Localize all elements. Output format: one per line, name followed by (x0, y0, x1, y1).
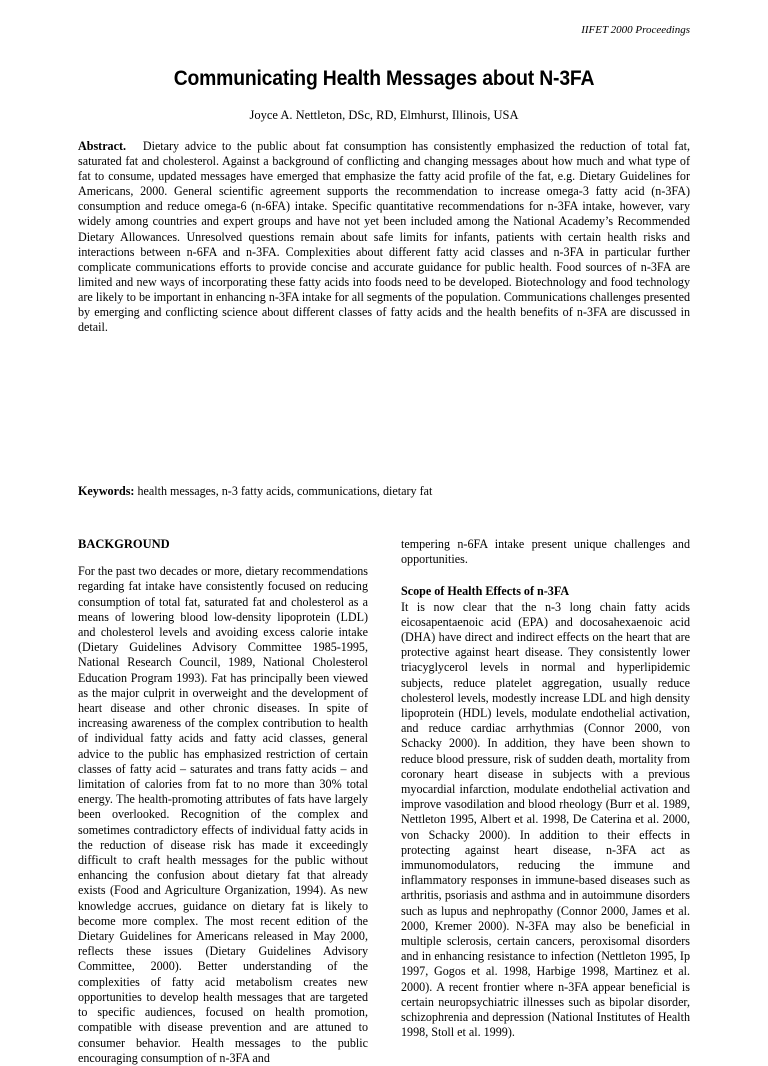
author-line: Joyce A. Nettleton, DSc, RD, Elmhurst, Illinois, USA (249, 108, 519, 122)
abstract-label: Abstract. (78, 139, 127, 153)
right-column (401, 537, 690, 1041)
background-continuation: tempering n-6FA intake present unique challenges and opportunities. (401, 537, 690, 567)
paper-title: Communicating Health Messages about N-3FA (173, 66, 595, 90)
keywords-label: Keywords: (78, 484, 135, 498)
abstract (78, 139, 690, 335)
left-column (78, 537, 368, 1066)
keywords (78, 484, 690, 499)
keywords-text: health messages, n-3 fatty acids, communications, dietary fat (137, 484, 433, 498)
running-head: IIFET 2000 Proceedings (581, 24, 690, 36)
background-paragraph: For the past two decades or more, dietary recommendations regarding fat intake have consistently focused on reducing consumption of total fat, saturated fat and cholesterol as a means of lowering blood low-density lipoprotein (LDL) and cholesterol levels and avoiding excess calorie intake (Dietary Guidelines Advisory Committee 1985-1995, National Research Council, 1989, National Cholesterol Education Program 1993). Fat has principally been viewed as the major culprit in overweight and the development of heart disease and other chronic diseases. In spite of increasing awareness of the complex contribution to health of individual fatty acids and fatty acid classes, general advice to the public has emphasized restriction of certain classes of fatty acid – saturates and trans fatty acids – and limitation of calories from fat to no more than 30% total energy. The health-promoting attributes of fats have largely been overlooked. Recognition of the complex and sometimes contradictory effects of individual fatty acids in the reduction of disease risk has made it exceedingly difficult to craft health messages for the public without enhancing the confusion about dietary fat that already exists (Food and Agriculture Organization, 1994). As new knowledge accrues, guidance on dietary fat is likely to become more complex. The most recent edition of the Dietary Guidelines for Americans released in May 2000, reflects these issues (Dietary Guidelines Advisory Committee, 2000). Better understanding of the complexities of fatty acid metabolism creates new opportunities to develop health messages that are targeted to specific audiences, focused on health promotion, compatible with disease prevention and are attuned to consumer behavior. Health messages to the public encouraging consumption of n-3FA and (78, 564, 368, 1065)
abstract-text: Dietary advice to the public about fat consumption has consistently emphasized the reduction of total fat, saturated fat and cholesterol. Against a background of conflicting and changing messages about how much and what type of fat to consume, updated messages have emerged that emphasize the fatty acid profile of the fat, e.g. Dietary Guidelines for Americans, 2000. General scientific agreement supports the recommendation to increase omega-3 fatty acid (n-3FA) consumption and reduce omega-6 (n-6FA) intake. Specific quantitative recommendations for n-3FA intake, however, vary widely among countries and expert groups and have not yet been included among the National Academy’s Recommended Dietary Allowances. Unresolved questions remain about safe limits for infants, patients with certain health risks and interactions between n-6FA and n-3FA. Complexities about different fatty acid classes and n-3FA in particular further complicate communications efforts to provide concise and accurate guidance for public health. Food sources of n-3FA are limited and new ways of incorporating these fatty acids into foods need to be developed. Biotechnology and food technology are likely to be important in enhancing n-3FA intake for all segments of the population. Communications challenges presented by emerging and conflicting science about different classes of fatty acids and the health benefits of n-3FA are discussed in detail. (78, 139, 690, 335)
section-heading-background: BACKGROUND (78, 537, 170, 551)
section-heading-scope: Scope of Health Effects of n-3FA (401, 584, 570, 599)
scope-paragraph: It is now clear that the n-3 long chain fatty acids eicosapentaenoic acid (EPA) and docosahexaenoic acid (DHA) have direct and indirect effects on the heart that are protective against heart disease. They consistently lower triacyglycerol levels in normal and hyperlipidemic subjects, reduce platelet aggregation, usually reduce cholesterol levels, modestly increase LDL and high density lipoprotein (HDL) levels, modulate endothelial activation, and reduce cardiac arrhythmias (Connor 2000, von Schacky 2000). In addition, they have been shown to reduce blood pressure, risk of sudden death, mortality from coronary heart disease in subjects with a previous myocardial infarction, modulate endothelial activation and improve vasodilation and blood rheology (Burr et al. 1989, Nettleton 1995, Albert et al. 1998, De Caterina et al. 2000, von Schacky 2000). In addition to their effects in protecting against heart disease, n-3FA act as immunomodulators, reducing the immune and inflammatory responses in immune-based diseases such as arthritis, psoriasis and asthma and in autoimmune disorders such as lupus and nephropathy (Connor 2000, James et al. 2000, Kremer 2000). N-3FA may also be beneficial in multiple sclerosis, certain cancers, peroxisomal disorders and in enhancing resistance to infection (Nettleton 1995, Ip 1997, Gogos et al. 1998, Harbige 1998, Martinez et al. 2000). A recent frontier where n-3FA appear beneficial is certain neuropsychiatric illnesses such as bipolar disorder, schizophrenia and depression (National Institutes of Health 1998, Stoll et al. 1999). (401, 599, 690, 1040)
